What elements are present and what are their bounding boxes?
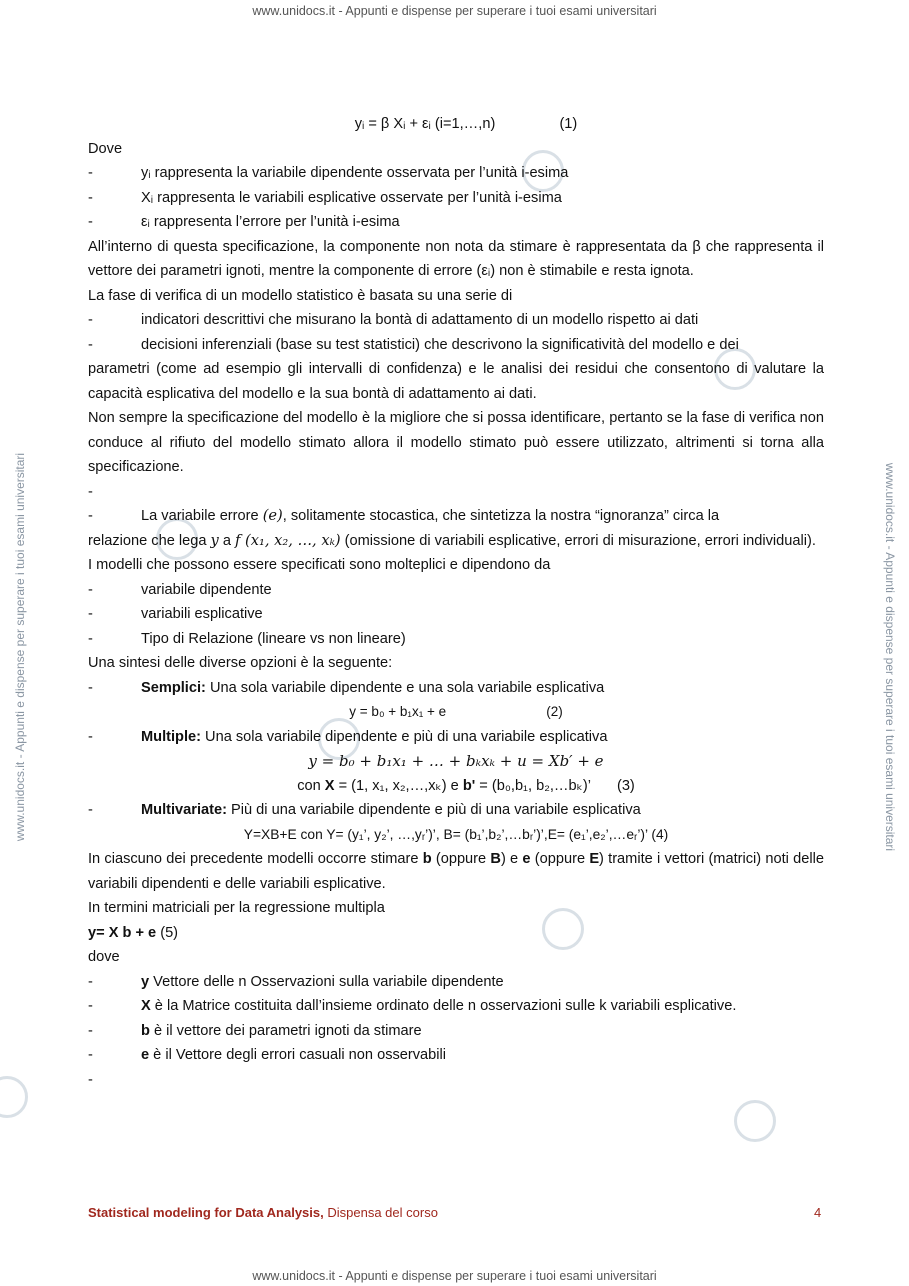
- equation-1: yᵢ = β Xᵢ + εᵢ (i=1,…,n) (1): [354, 116, 578, 132]
- paragraph: relazione che lega y a f (x₁, x₂, …, xₖ) (omissione di variabili esplicative, errori di misurazione, errori individuali).: [88, 531, 816, 549]
- paragraph: I modelli che possono essere specificati sono molteplici e dipendono da: [88, 557, 551, 573]
- paragraph: In termini matriciali per la regressione multipla: [88, 900, 385, 916]
- equation-3a: y = b₀ + b₁x₁ + … + bₖxₖ + u = Xb′ + e: [308, 752, 604, 770]
- watermark-side-right: www.unidocs.it - Appunti e dispense per superare i tuoi esami universitari: [883, 462, 897, 852]
- list-item: - yᵢ rappresenta la variabile dipendente osservata per l’unità i-esima: [88, 165, 569, 181]
- watermark-side-left: www.unidocs.it - Appunti e dispense per superare i tuoi esami universitari: [13, 452, 27, 842]
- list-item: -: [88, 1071, 93, 1088]
- equation-3b: con X = (1, x₁, x₂,…,xₖ) e b' = (b₀,b₁, b₂,…bₖ)’ (3): [297, 777, 635, 794]
- list-item-semplici: - Semplici: Una sola variabile dipendente e una sola variabile esplicativa: [88, 679, 605, 696]
- equation-2: y = b₀ + b₁x₁ + e (2): [349, 704, 563, 719]
- paragraph: parametri (come ad esempio gli intervalli di confidenza) e le analisi dei residui che consentono di valutare la capacità esplicativa del modello e la sua bontà di adattamento ai dati.: [88, 361, 824, 402]
- paragraph: All’interno di questa specificazione, la componente non nota da stimare è rappresentata da β che rappresenta il vettore dei parametri ignoti, mentre la componente di errore (εᵢ) non è stimabile e resta ignota.: [88, 238, 824, 279]
- list-item: - variabili esplicative: [88, 606, 263, 622]
- list-item: -: [88, 483, 93, 500]
- watermark-bottom: www.unidocs.it - Appunti e dispense per superare i tuoi esami universitari: [252, 1269, 657, 1283]
- equation-5: y= X b + e (5): [88, 924, 179, 941]
- list-item-multivariate: - Multivariate: Più di una variabile dipendente e più di una variabile esplicativa: [88, 802, 641, 818]
- page-number: 4: [814, 1205, 822, 1220]
- watermark-logo-icon: [0, 1076, 28, 1118]
- equation-4: Y=XB+E con Y= (y₁’, y₂’, …,yᵣ’)’, B= (b₁’,b₂’,…bᵣ’)’,E= (e₁’,e₂’,…eᵣ’)’ (4): [243, 826, 669, 842]
- list-item-error: - La variabile errore (e), solitamente stocastica, che sintetizza la nostra “ignoranza” circa la: [88, 507, 720, 524]
- list-item: - εᵢ rappresenta l’errore per l’unità i-esima: [88, 214, 400, 230]
- footer-title: Statistical modeling for Data Analysis, Dispensa del corso: [88, 1205, 438, 1220]
- list-item: - y Vettore delle n Osservazioni sulla variabile dipendente: [88, 973, 504, 990]
- list-item-multiple: - Multiple: Una sola variabile dipendente e più di una variabile esplicativa: [88, 728, 608, 745]
- list-item: - decisioni inferenziali (base su test statistici) che descrivono la significatività del modello e dei: [88, 336, 739, 353]
- watermark-top: www.unidocs.it - Appunti e dispense per superare i tuoi esami universitari: [252, 4, 657, 18]
- paragraph: La fase di verifica di un modello statistico è basata su una serie di: [88, 287, 513, 304]
- list-item: - indicatori descrittivi che misurano la bontà di adattamento di un modello rispetto ai dati: [88, 312, 699, 328]
- paragraph: In ciascuno dei precedente modelli occorre stimare b (oppure B) e e (oppure E) tramite i vettori (matrici) noti delle variabili dipendenti e delle variabili esplicative.: [88, 851, 824, 892]
- list-item: - b è il vettore dei parametri ignoti da stimare: [88, 1022, 422, 1039]
- list-item: - Tipo di Relazione (lineare vs non lineare): [88, 630, 406, 647]
- document-body: [88, 112, 824, 1092]
- paragraph: Una sintesi delle diverse opzioni è la seguente:: [88, 655, 393, 671]
- paragraph-dove: dove: [88, 949, 120, 965]
- list-item: - X è la Matrice costituita dall’insieme ordinato delle n osservazioni sulle k variabili esplicative.: [88, 998, 737, 1014]
- list-item: - e è il Vettore degli errori casuali non osservabili: [88, 1047, 447, 1063]
- paragraph: Non sempre la specificazione del modello è la migliore che si possa identificare, pertanto se la fase di verifica non conduce al rifiuto del modello stimato allora il modello stimato può essere utilizzato, altrimenti si torna alla specificazione.: [88, 410, 824, 475]
- watermark-logo-icon: [734, 1100, 776, 1142]
- list-item: - variabile dipendente: [88, 581, 272, 598]
- list-item: - Xᵢ rappresenta le variabili esplicative osservate per l’unità i-esima: [88, 189, 562, 206]
- paragraph-dove: Dove: [88, 140, 123, 157]
